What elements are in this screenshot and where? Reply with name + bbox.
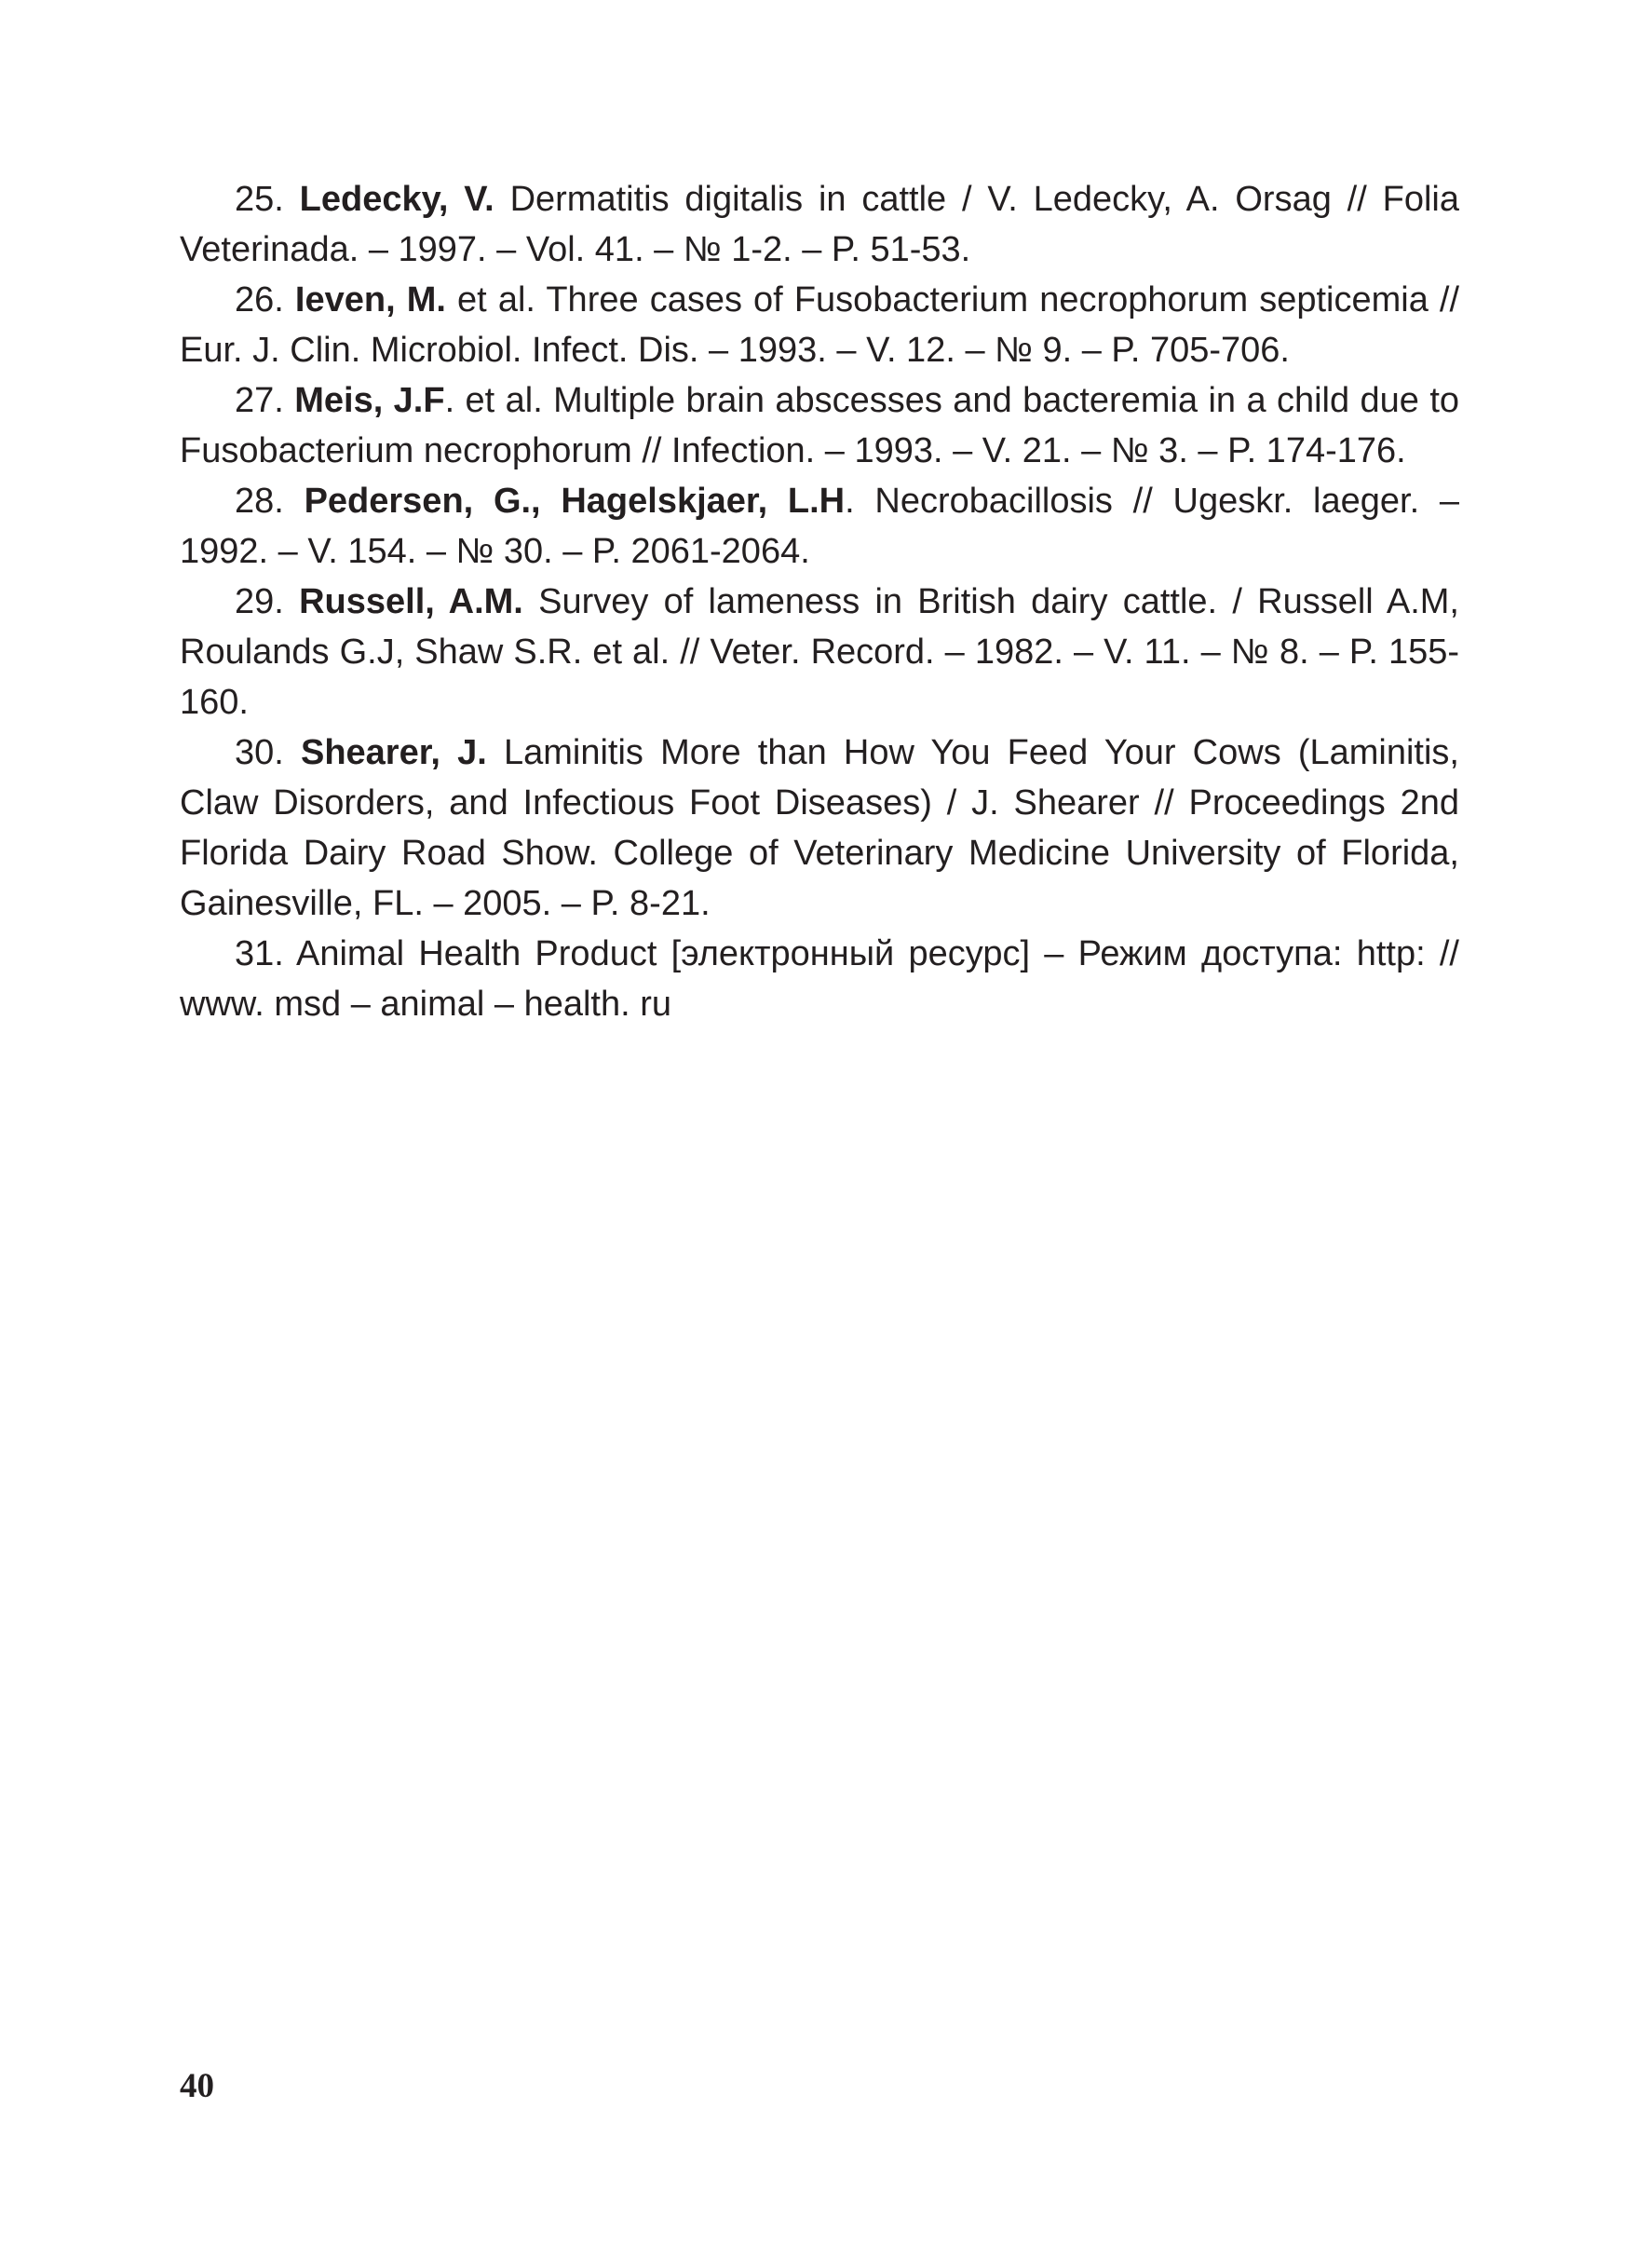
reference-number: 31. <box>235 934 284 973</box>
reference-text: Animal Health Product [электронный ресурс] – Режим доступа: http: // www. msd – animal – health. ru <box>180 934 1459 1024</box>
reference-text: Dermatitis digitalis in cattle / V. Ledecky, A. Orsag // Folia Veterinada. – 1997. – Vol. 41. – № 1-2. – P. 51-53. <box>180 180 1459 269</box>
page-number: 40 <box>180 2067 214 2105</box>
reference-number: 30. <box>235 733 284 772</box>
reference-author: Pedersen, G., Hagelskjaer, L.H <box>304 482 846 521</box>
reference-author: Meis, J.F <box>294 381 445 420</box>
reference-number: 29. <box>235 582 284 621</box>
reference-text: . Necrobacillosis // Ugeskr. laeger. – 1992. – V. 154. – № 30. – P. 2061-2064. <box>180 482 1459 571</box>
reference-item-26 <box>180 275 1459 375</box>
reference-item-29 <box>180 577 1459 728</box>
reference-text: Laminitis More than How You Feed Your Cows (Laminitis, Claw Disorders, and Infectious Foot Diseases) / J. Shearer // Proceedings 2nd Florida Dairy Road Show. College of Veterinary Medicine University of Florida, Gainesville, FL. – 2005. – P. 8-21. <box>180 733 1459 923</box>
reference-author: Ledecky, V. <box>299 180 494 219</box>
reference-number: 27. <box>235 381 284 420</box>
reference-author: Russell, A.M. <box>299 582 523 621</box>
reference-item-31 <box>180 929 1459 1029</box>
reference-author: Shearer, J. <box>300 733 487 772</box>
reference-number: 26. <box>235 280 284 320</box>
reference-author: Ieven, M. <box>294 280 446 320</box>
reference-item-30 <box>180 728 1459 929</box>
reference-number: 28. <box>235 482 284 521</box>
reference-item-28 <box>180 476 1459 577</box>
reference-list <box>180 174 1459 1029</box>
reference-number: 25. <box>235 180 284 219</box>
reference-text: . et al. Multiple brain abscesses and bacteremia in a child due to Fusobacterium necrophorum // Infection. – 1993. – V. 21. – № 3. – P. 174-176. <box>180 381 1460 470</box>
reference-item-27 <box>180 375 1459 476</box>
reference-item-25 <box>180 174 1459 275</box>
reference-text: Survey of lameness in British dairy cattle. / Russell A.M, Roulands G.J, Shaw S.R. et al. // Veter. Record. – 1982. – V. 11. – № 8. – P. 155-160. <box>180 582 1459 722</box>
reference-text: et al. Three cases of Fusobacterium necrophorum septicemia // Eur. J. Clin. Microbiol. Infect. Dis. – 1993. – V. 12. – № 9. – P. 705-706. <box>180 280 1460 370</box>
